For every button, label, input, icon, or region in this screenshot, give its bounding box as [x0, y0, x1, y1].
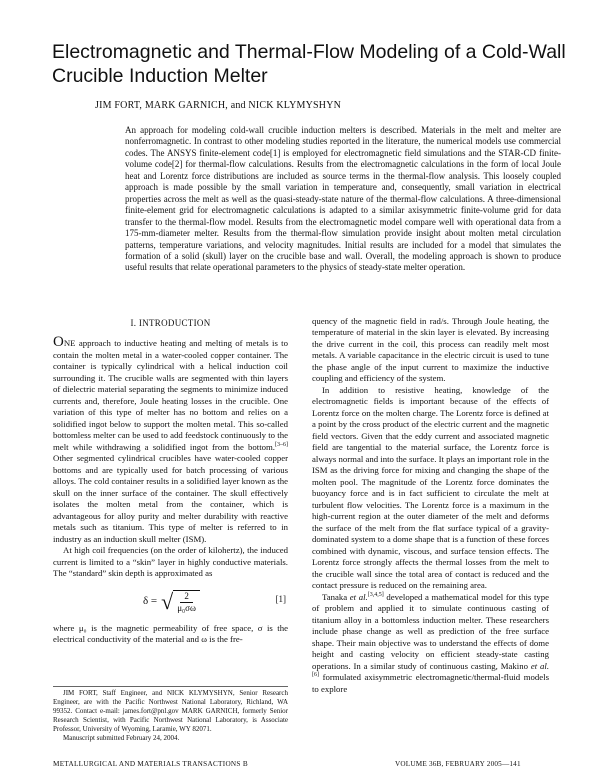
- title-line-2: Crucible Induction Melter: [52, 65, 268, 87]
- left-column: [53, 318, 288, 646]
- citation-ref: [3–6]: [275, 441, 288, 448]
- intro-paragraph-1: [53, 334, 288, 545]
- fraction-numerator: 2: [180, 591, 193, 603]
- abstract: An approach for modeling cold-wall crucible induction melters is described. Materials in the melt and melter are nonferromagnetic. In contrast to other modeling studies reported in the literature, the numerical models use commercial codes. The ANSYS finite-element code[1] is employed for electromagnetic field simulations and the STAR-CD finite-volume code[2] for thermal-flow calculations. Results from the electromagnetic calculations in the form of local Joule heat and Lorentz force distributions are included as source terms in the thermal-flow analysis. This loosely coupled approach is made possible by the small variation in temperature and, consequently, small variation in electrical properties across the melt as well as the quasi-steady-state nature of the thermal-flow calculations. A three-dimensional finite-element grid for electromagnetic calculations is adapted to a similar axisymmetric finite-volume grid for data transfer to the thermal-flow model. Results from the electromagnetic model compare well with operational data from a 175-mm-diameter melter. Results from the thermal-flow simulation provide insight about molten metal circulation patterns, temperature variations, and velocity magnitudes. Initial results are included for a model that simulates the formation of a solid (skull) layer on the crucible base and wall. Overall, the modeling approach is shown to produce useful results that relate operational parameters to the physics of steady-state melter operation.: [125, 125, 561, 273]
- intro-paragraph-2: At high coil frequencies (on the order of kilohertz), the induced current is limited to a “skin” layer in highly conductive materials. The “standard” skin depth is approximated as: [53, 545, 288, 579]
- equation-number: [1]: [275, 593, 286, 604]
- et-al: et al.: [349, 591, 368, 602]
- intro-paragraph-1-text: NE approach to inductive heating and melting of metals is to contain the molten metal in a water-cooled copper container. The container is typically cylindrical with a helical induction coil surrounding it. The crucible walls are segmented with thin layers of dielectric material separating the segments to minimize induced currents and, therefore, Joule heating losses in the crucible. One variation of this type of melter has no bottom and relies on a solidified ingot below to support the molten metal. This so-called bottomless melter can be used to add feedstock continuously to the melt while withdrawing a solidified ingot from the bottom.: [53, 338, 288, 452]
- equation-body: [143, 590, 200, 614]
- section-heading: I. INTRODUCTION: [130, 318, 211, 328]
- volume-page-info: VOLUME 36B, FEBRUARY 2005—141: [395, 760, 521, 768]
- right-paragraph-3-tail: formulated axisymmetric electromagnetic/thermal-fluid models to explore: [312, 672, 549, 694]
- author-list: JIM FORT, MARK GARNICH, and NICK KLYMYSHYN: [95, 100, 342, 111]
- journal-name: METALLURGICAL AND MATERIALS TRANSACTIONS B: [53, 760, 248, 768]
- title-line-1: Electromagnetic and Thermal-Flow Modeling of a Cold-Wall: [52, 41, 566, 63]
- fraction: [173, 590, 200, 614]
- right-column: [312, 316, 549, 695]
- equation-lhs: δ =: [143, 594, 158, 607]
- drop-cap: O: [53, 334, 64, 351]
- tanaka-name: Tanaka: [322, 591, 348, 602]
- fraction-denominator: μ₀σω: [177, 602, 196, 613]
- right-paragraph-3-text: developed a mathematical model for this type of problem and applied it to simulate continuous casting of titanium alloy in a bottomless induction melter. These researchers include phase change as well as prediction of the free surface shape. Their main objective was to understand the effects of dome height and casting velocity on efficient steady-state casting operations. In a similar study of continuous casting, Makino: [312, 591, 550, 671]
- affiliation-footnote: [53, 689, 288, 744]
- citation-ref: [6]: [312, 672, 319, 679]
- et-al: et al.: [530, 660, 550, 671]
- affiliation-text: JIM FORT, Staff Engineer, and NICK KLYMYSHYN, Senior Research Engineer, are with the Pacific Northwest National Laboratory, Richland, WA 99352. Contact e-mail: james.fort@pnl.gov MARK GARNICH, formerly Senior Research Scientist, with Pacific Northwest National Laboratory, is Associate Professor, University of Wyoming, Laramie, WY 82071.: [53, 689, 288, 734]
- skin-depth-equation: [53, 584, 288, 620]
- intro-paragraph-3: where μ₀ is the magnetic permeability of free space, σ is the electrical conductivity of the material and ω is the fre-: [53, 622, 288, 645]
- submission-date: Manuscript submitted February 24, 2004.: [63, 734, 180, 743]
- radical-sign-icon: √: [161, 588, 174, 614]
- citation-ref: [3,4,5]: [367, 591, 384, 598]
- square-root: [161, 590, 200, 614]
- intro-paragraph-1-tail: Other segmented cylindrical crucibles have water-cooled copper bottoms and are typically used for batch processing of various alloys. The cold container results in a solidified layer known as the skull on the inner surface of the container. The skull effectively isolates the molten metal from the container, which is advantageous for alloy purity and melter durability with reactive metals such as titanium. This type of melter is referred to in industry as an induction skull melter (ISM).: [53, 453, 288, 544]
- footnote-divider: [53, 686, 288, 687]
- right-paragraph-1: quency of the magnetic field in rad/s. Through Joule heating, the temperature of material in the skin layer is elevated. By increasing the drive current in the coil, this process can readily melt most metals. A variable capacitance in the electric circuit is used to tune the phase angle of the input current to maximize the inductive coupling and efficiency of the system.: [312, 316, 549, 384]
- right-paragraph-3: [312, 592, 549, 695]
- right-paragraph-2: In addition to resistive heating, knowledge of the electromagnetic fields is important because of the effects of Lorentz force on the molten charge. The Lorentz force is defined at a point by the cross product of the electric current and the magnetic field vectors. Given that the eddy current and associated magnetic field are tangential to the material surface, the Lorentz force is always normal and into the surface. It plays an important role in the ISM as the driving force for mixing and changing the shape of the molten pool. The magnitude of the Lorentz force dominates the buoyancy force and is in fact sufficient to circulate the melt at turbulent flow velocities. The Lorentz force is a maximum in the high-current region at the outer diameter of the melt and deforms the surface of the melt from the flat surface typical of a gravity-dominated system to a dome shape that is a function of these forces combined with dynamic, viscous, and surface tension effects. The Lorentz force strongly affects the thermal losses from the melt to the crucible wall since the total area of contact is reduced and the contact pressure is reduced on the remaining area.: [312, 384, 549, 591]
- paper-title: [52, 40, 572, 88]
